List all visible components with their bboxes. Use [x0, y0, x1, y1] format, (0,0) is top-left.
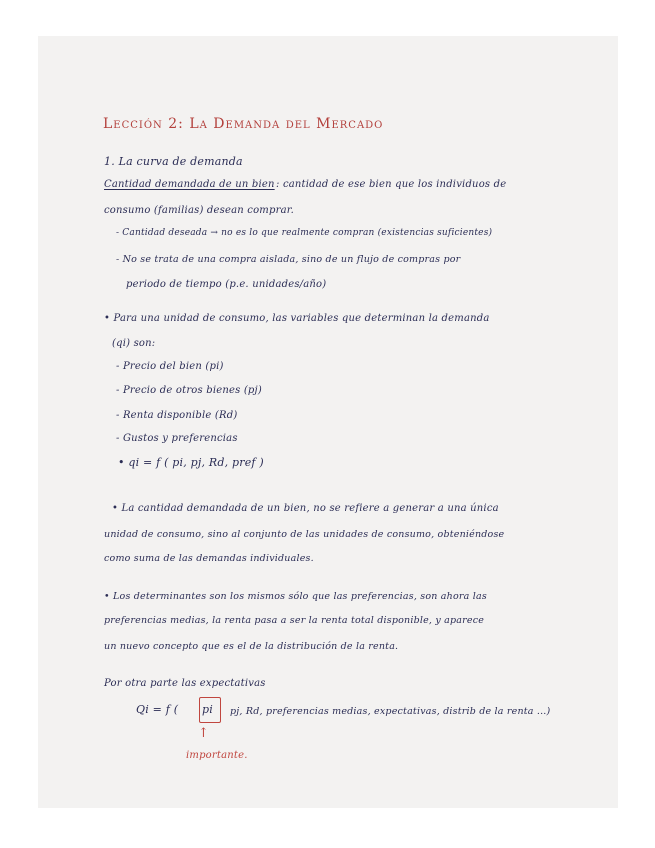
list-item: - Gustos y preferencias: [116, 433, 238, 444]
section-heading: 1. La curva de demanda: [104, 155, 243, 168]
paragraph-line: un nuevo concepto que es el de la distribución de la renta.: [104, 641, 399, 652]
note-line: periodo de tiempo (p.e. unidades/año): [126, 279, 327, 290]
lesson-title: Lección 2: La Demanda del Mercado: [103, 116, 384, 132]
definition-text-cont: consumo (familias) desean comprar.: [104, 205, 294, 216]
importance-note: importante.: [186, 750, 248, 761]
definition-term: Cantidad demandada de un bien: [104, 179, 275, 190]
paragraph-line: unidad de consumo, sino al conjunto de las unidades de consumo, obteniéndose: [104, 529, 505, 540]
formula-line: Qi = f (: [136, 703, 179, 716]
formula-line: • qi = f ( pi, pj, Rd, pref ): [118, 456, 264, 469]
list-item: - Precio de otros bienes (pj): [116, 385, 262, 396]
list-item: - Precio del bien (pi): [116, 361, 224, 372]
formula-line: pj, Rd, preferencias medias, expectativas, distrib de la renta ...): [230, 706, 551, 717]
notebook-page: [38, 36, 618, 808]
paragraph-line: • La cantidad demandada de un bien, no se refiere a generar a una única: [112, 503, 499, 514]
paragraph-line: preferencias medias, la renta pasa a ser la renta total disponible, y aparece: [104, 615, 485, 626]
paragraph-line: (qi) son:: [112, 338, 156, 349]
arrow-up-icon: ↑: [198, 726, 210, 741]
paragraph-line: • Los determinantes son los mismos sólo que las preferencias, son ahora las: [104, 591, 487, 602]
note-line: - Cantidad deseada → no es lo que realmente compran (existencias suficientes): [116, 228, 493, 238]
paragraph-line: Por otra parte las expectativas: [104, 678, 266, 689]
paragraph-line: • Para una unidad de consumo, las variables que determinan la demanda: [104, 313, 490, 324]
list-item: - Renta disponible (Rd): [116, 410, 238, 421]
formula-highlight: pi: [202, 703, 213, 716]
note-line: - No se trata de una compra aislada, sino de un flujo de compras por: [116, 254, 461, 265]
definition-text: : cantidad de ese bien que los individuos de: [276, 179, 507, 190]
paragraph-line: como suma de las demandas individuales.: [104, 553, 314, 564]
